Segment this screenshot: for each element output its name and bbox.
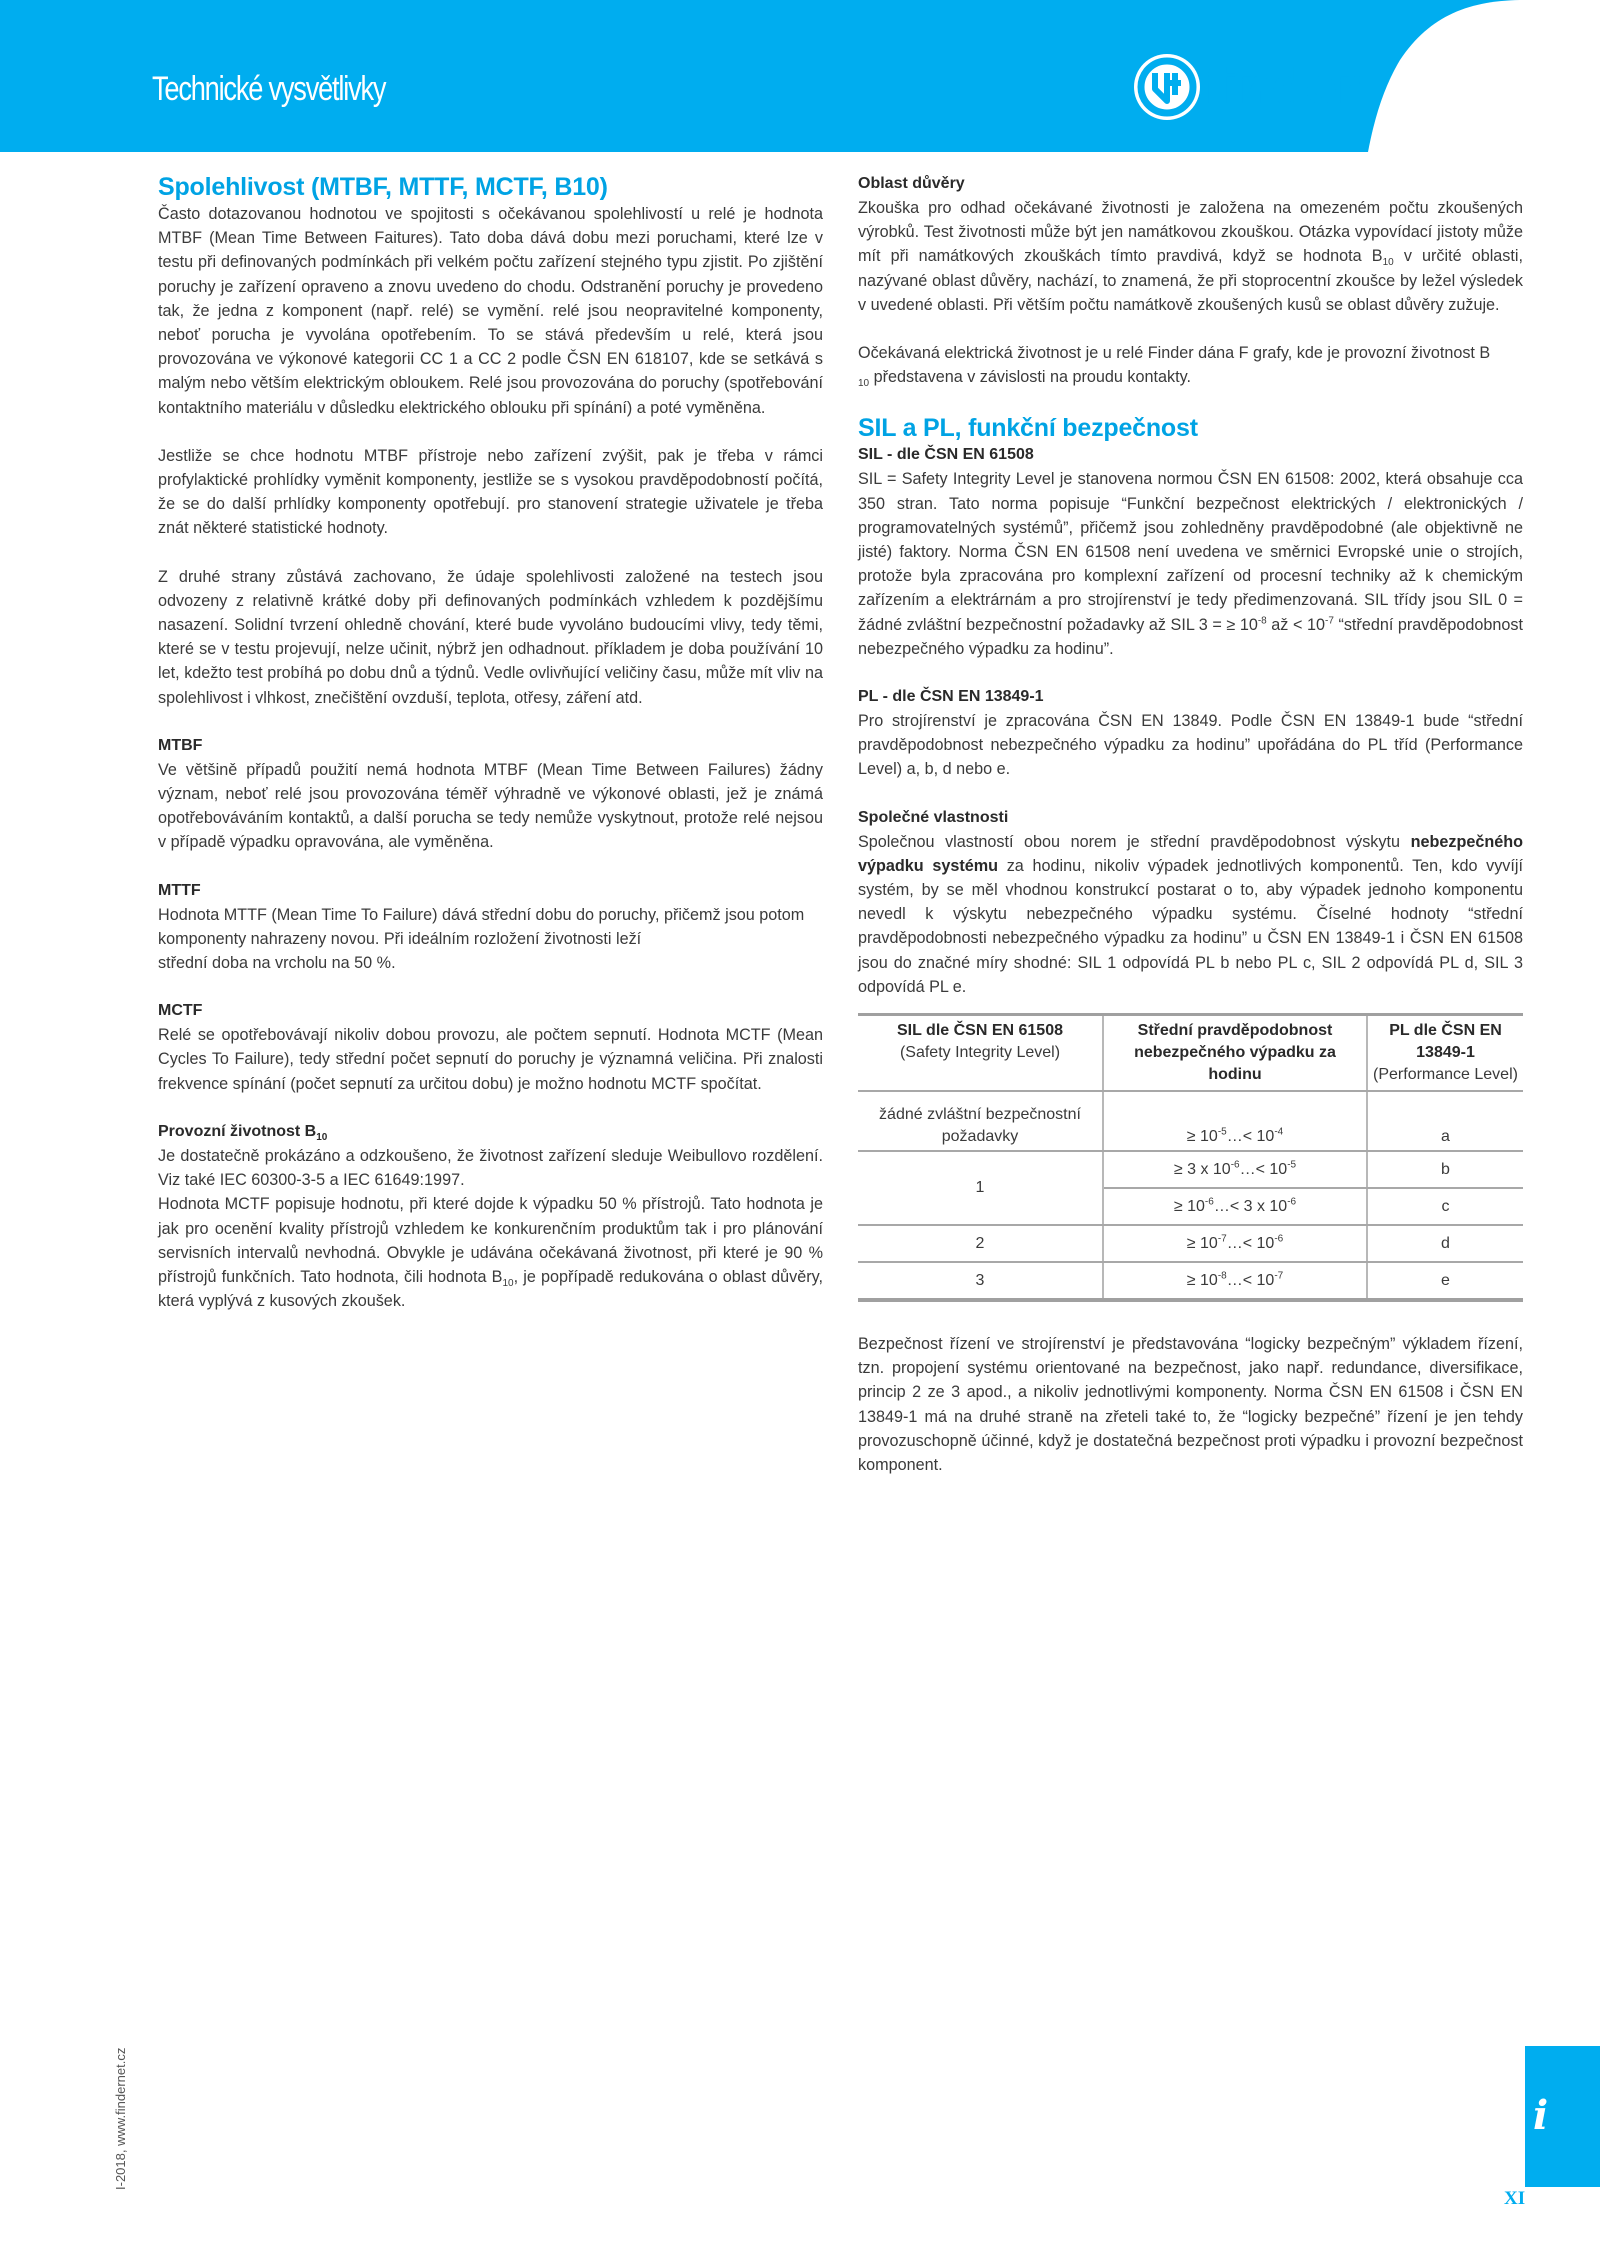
- page-section-title: Technické vysvětlivky: [152, 70, 386, 108]
- reliability-heading: Spolehlivost (MTBF, MTTF, MCTF, B10): [158, 173, 608, 201]
- table-cell-probability: ≥ $10^{-5}\dots< 10^{-4}$: [1103, 1091, 1367, 1151]
- b10-paragraph-weibull: Je dostatečně prokázáno a odzkoušeno, že životnost zařízení sleduje Weibullovo rozdělení. Viz také IEC 60300-3-5 a IEC 61649:1997.: [158, 1146, 823, 1190]
- sil-subheading: SIL - dle ČSN EN 61508: [858, 446, 1034, 464]
- b10-heading: Provozní životnost $B_{10}$: [158, 1122, 328, 1144]
- table-row: [858, 1225, 1523, 1262]
- common-properties-heading: Společné vlastnosti: [858, 808, 1009, 826]
- table-cell-probability: ≥ $10^{-6}\dots< 3$ x $10^{-6}$: [1103, 1188, 1367, 1225]
- table-header-probability: Střední pravděpodobnost nebezpečného výpadku za hodinu: [1103, 1015, 1367, 1092]
- header-band: [0, 0, 1600, 152]
- table-header-sil: SIL dle ČSN EN 61508 (Safety Integrity Level): [858, 1015, 1103, 1092]
- confidence-heading: Oblast důvěry: [858, 175, 965, 192]
- common-properties-paragraph: Společnou vlastností obou norem je střední pravděpodobnost výskytu nebezpečného výpadku systému za hodinu, nikoliv výpadek jednotlivých komponentů. Ten, kdo vyvíjí systém, by se měl vhodnou konstrukcí postarat o to, aby výpadek jednoho komponentu nevedl k výskytu nebezpečného výpadku systému. Číselné hodnoty “střední pravděpodobnosti nebezpečného výpadku za hodinu” u ČSN EN 13849-1 i ČSN EN 61508 jsou do značné míry shodné: SIL 1 odpovídá PL b nebo PL c, SIL 2 odpovídá PL d, SIL 3 odpovídá PL e.: [858, 832, 1523, 996]
- table-row: [858, 1091, 1523, 1151]
- pl-paragraph: Pro strojírenství je zpracována ČSN EN 13849. Podle ČSN EN 13849-1 bude “střední pravděpodobnost nebezpečného výpadku za hodinu” upořádána do PL tříd (Performance Level) a, b, d nebo e.: [858, 712, 1523, 779]
- mctf-heading: MCTF: [158, 1002, 203, 1020]
- table-cell-probability: ≥ 3 x $10^{-6}\dots< 10^{-5}$: [1103, 1151, 1367, 1188]
- info-icon: i: [1533, 2092, 1549, 2139]
- table-cell-pl: c: [1367, 1188, 1523, 1225]
- reliability-intro-paragraph: Často dotazovanou hodnotou ve spojitosti s očekávanou spolehlivostí u relé je hodnota MTBF (Mean Time Between Faitures). Tato doba dává dobu mezi poruchami, které lze v testu při definovaných podmínkách při velkém počtu zařízení stejného typu zjistit. Po zjištění poruchy je zařízení opraveno a znovu uvedeno do chodu. Odstranění poruchy je provedeno tak, že jedna z komponent (např. relé) se vymění. relé jsou neopravitelné komponenty, neboť porucha je vyvolána opotřebením. To se stává především u relé, která jsou provozována ve výkonové kategorii CC 1 a CC 2 podle ČSN EN 618107, kde se setkává s malým nebo větším elektrickým obloukem. Relé jsou provozována do poruchy (spotřebování kontaktního materiálu v důsledku elektrického oblouku při spínání) a poté vyměněna.: [158, 205, 823, 417]
- table-cell-pl: d: [1367, 1225, 1523, 1262]
- right-column: [858, 172, 1523, 1477]
- pl-subheading: PL - dle ČSN EN 13849-1: [858, 688, 1044, 706]
- finder-lifetime-paragraph: Očekávaná elektrická životnost je u relé Finder dána F grafy, kde je provozní životnost B $_{10}$ představena v závislosti na proudu kontakty.: [858, 344, 1491, 390]
- table-cell-pl: a: [1367, 1091, 1523, 1151]
- table-cell-sil: 3: [858, 1262, 1103, 1300]
- table-row: [858, 1262, 1523, 1300]
- mtbf-heading: MTBF: [158, 736, 203, 754]
- test-data-paragraph: Z druhé strany zůstává zachovano, že údaje spolehlivosti založené na testech jsou odvozeny z relativně krátké doby při definovaných podmínkách vzhledem k pozdějšímu nasazení. Solidní tvrzení ohledně chování, které bude vyvoláno budoucími vlivy, tedy těmi, které se v testu projevují, nelze učinit, nýbrž jen odhadnout. příkladem je doba používání 10 let, kdežto test probíhá po dobu dnů a týdnů. Vedle ovlivňující veličiny času, může mít vliv na spolehlivost i vlhkost, znečištění ovzduší, teplota, otřesy, záření atd.: [158, 567, 823, 707]
- control-safety-paragraph: Bezpečnost řízení ve strojírenství je představována “logicky bezpečným” výkladem řízení, tzn. propojení systému orientované na bezpečnost, jako např. redundance, diversifikace, princip 2 ze 3 apod., a nikoliv jednotlivými komponenty. Norma ČSN EN 61508 i ČSN EN 13849-1 má na druhé straně na zřeteli také to, že “logicky bezpečné” řízení je jen tehdy provozuschopně účinné, když je dostatečná bezpečnost proti výpadku i provozní bezpečnost komponent.: [858, 1335, 1523, 1475]
- b10-paragraph-mctf: Hodnota MCTF popisuje hodnotu, při které dojde k výpadku 50 % přístrojů. Tato hodnota je jak pro ocenění kvality přístrojů vzhledem ke konkurenčním produktům tak i pro plánování servisních intervalů nevhodná. Obvykle je udávána očekávaná životnost, při které je 90 % přístrojů funkčních. Tato hodnota, čili hodnota $B_{10}$, je popřípadě redukována o oblast důvěry, která vyplývá z kusových zkoušek.: [158, 1195, 824, 1311]
- mtbf-increase-paragraph: Jestliže se chce hodnotu MTBF přístroje nebo zařízení zvýšit, pak je třeba v rámci profylaktické prohlídky vyměnit komponenty, jestliže se s vysokou pravděpodobností počítá, že se do další prhlídky komponenty opotřebují. pro stanovení strategie uživatele je třeba znát některé statistické hodnoty.: [158, 446, 823, 538]
- confidence-paragraph: Zkouška pro odhad očekávané životnosti je založena na omezeném počtu zkoušených výrobků. Test životnosti může být jen namátkovou zkouškou. Otázka vypovídací jistoty může mít při namátkových zkouškách tímto pravdivá, když se hodnota $B_{10}$ v určité oblasti, nazývané oblast důvěry, nachází, to znamená, že při stoprocentní zkoušce by ležel výsledek v uvedené oblasti. Při větším počtu namátkově zkoušených kusů se oblast důvěry zužuje.: [858, 199, 1523, 314]
- table-header-pl: PL dle ČSN EN 13849-1 (Performance Level): [1367, 1015, 1523, 1092]
- left-column: [158, 172, 823, 1313]
- table-cell-sil: 2: [858, 1225, 1103, 1262]
- mttf-paragraph: Hodnota MTTF (Mean Time To Failure) dává střední dobu do poruchy, přičemž jsou potom komponenty nahrazeny novou. Při ideálním rozložení životnosti leží střední doba na vrcholu na 50 %.: [158, 905, 805, 973]
- finder-logo-text: finder: [1203, 59, 1360, 115]
- table-cell-sil: žádné zvláštní bezpečnostní požadavky: [858, 1091, 1103, 1151]
- table-cell-probability: ≥ $10^{-8}\dots< 10^{-7}$: [1103, 1262, 1367, 1300]
- finder-logo: [1133, 54, 1359, 120]
- table-cell-sil: 1: [858, 1151, 1103, 1225]
- table-cell-probability: ≥ $10^{-7}\dots< 10^{-6}$: [1103, 1225, 1367, 1262]
- page-number: XI: [1504, 2188, 1526, 2209]
- edition-website-note: I-2018, www.findernet.cz: [113, 2047, 128, 2190]
- table-header-row: [858, 1015, 1523, 1092]
- sil-pl-table: [858, 1013, 1523, 1302]
- mttf-heading: MTTF: [158, 881, 201, 899]
- mctf-paragraph: Relé se opotřebovávají nikoliv dobou provozu, ale počtem sepnutí. Hodnota MCTF (Mean Cycles To Failure), tedy střední počet sepnutí do poruchy je významná veličina. Při znalosti frekvence spínání (počet sepnutí za určitou dobu) je možno hodnotu MCTF spočítat.: [158, 1026, 823, 1093]
- mtbf-paragraph: Ve většině případů použití nemá hodnota MTBF (Mean Time Between Failures) žádny význam, neboť relé jsou provozována téměř výhradně ve výkonové oblasti, jež je známá opotřebováváním kontaktů, a další porucha se tedy nemůže vyskytnout, protože relé nejsou v případě výpadku opravována, ale vyměněna.: [158, 760, 823, 852]
- finder-logo-mark-icon: [1133, 53, 1201, 121]
- sil-paragraph: SIL = Safety Integrity Level je stanovena normou ČSN EN 61508: 2002, která obsahuje cca 350 stran. Tato norma popisuje “Funkční bezpečnost elektrických / elektronických / programovatelných systémů”, přičemž jsou zohledněny pravděpodobné (ale objektivně ne jisté) faktory. Norma ČSN EN 61508 není uvedena ve směrnici Evropské unie o strojích, protože byla zpracována pro komplexní zařízení od procesní techniky až k chemickým zařízením a elektrárnám a pro strojírenství je tedy předimenzovaná. SIL třídy jsou SIL 0 = žádné zvláštní bezpečnostní požadavky až SIL 3 = ≥ $10^{-8}$ až < $10^{-7}$ “střední pravděpodobnost nebezpečného výpadku za hodinu”.: [858, 470, 1523, 658]
- table-row: [858, 1151, 1523, 1188]
- table-cell-pl: e: [1367, 1262, 1523, 1300]
- table-cell-pl: b: [1367, 1151, 1523, 1188]
- section-tab-info[interactable]: [1525, 2046, 1600, 2187]
- sil-pl-heading: SIL a PL, funkční bezpečnost: [858, 414, 1198, 443]
